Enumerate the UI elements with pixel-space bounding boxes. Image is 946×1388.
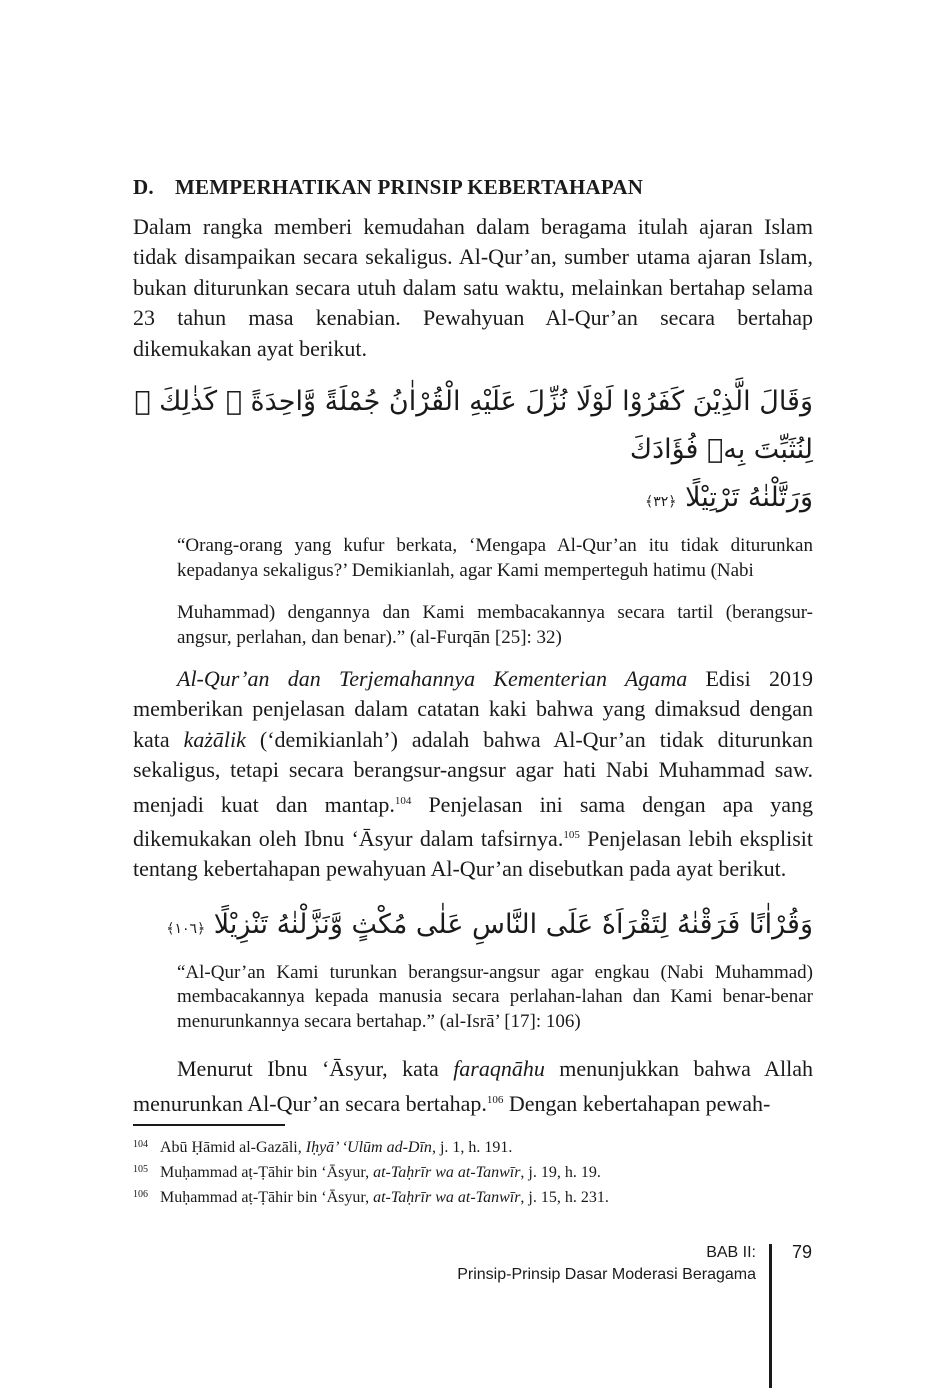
- translation-quote-2-text: “Al-Qur’an Kami turunkan berangsur-angsur agar engkau (Nabi Muhammad) membacakannya kepada manusia secara perlahan-lahan dan Kami benar-benar menurunkannya secara bertahap.” (al-Isrā’ [17]: 106): [177, 961, 813, 1032]
- footnote-number: 104: [133, 1139, 148, 1150]
- paragraph-text: Penjelasan ini sama dengan apa yang dikemukakan oleh Ibnu ‘Āsyur dalam tafsirnya.: [133, 791, 813, 852]
- book-title: Al-Qur’an dan Terjemahannya Kementerian Agama: [177, 666, 688, 692]
- paragraph-text: menunjukkan bahwa Allah menurunkan Al-Qur’an secara bertahap.: [133, 1056, 814, 1116]
- running-footer: [457, 1242, 756, 1286]
- footnote-number: 105: [133, 1164, 148, 1175]
- footnote-title: at-Taḥrīr wa at-Tanwīr: [373, 1189, 521, 1206]
- paragraph-text: Menurut Ibnu ‘Āsyur, kata: [177, 1056, 454, 1082]
- chapter-title: Prinsip-Prinsip Dasar Moderasi Beragama: [457, 1266, 756, 1283]
- arabic-verse-isra: [133, 901, 813, 953]
- translation-quote-1-part-a: “Orang-orang yang kufur berkata, ‘Mengapa Al-Qur’an itu tidak diturunkan kepadanya sekaligus?’ Demikianlah, agar Kami memperteguh hatimu (Nabi: [177, 535, 813, 581]
- translation-quote-1-part-b: Muhammad) dengannya dan Kami membacakannya secara tartil (berangsur-angsur, perlahan, dan benar).” (al-Furqān [25]: 32): [177, 602, 813, 648]
- arabic-verse-line-2-text: وَرَتَّلْنٰهُ تَرْتِيْلًا: [685, 482, 813, 514]
- paragraph-ibnu-asyur: [133, 1054, 813, 1119]
- page-number: 79: [792, 1242, 813, 1262]
- arabic-verse-line-2: [133, 474, 813, 526]
- footnote-text: Muḥammad aṭ-Ṭāhir bin ‘Āsyur,: [160, 1189, 374, 1206]
- footnotes: [133, 1134, 813, 1209]
- footnote-title: Iḥyā’ ‘Ulūm ad-Dīn: [305, 1139, 432, 1156]
- footnote-106: [133, 1184, 813, 1209]
- footnote-text: Abū Ḥāmid al-Gazāli,: [160, 1139, 306, 1156]
- paragraph-text: Edisi 2019 memberikan penjelasan dalam catatan kaki bahwa yang dimaksud dengan kata: [133, 666, 813, 752]
- footnote-ref-104[interactable]: 104: [394, 794, 412, 807]
- arabic-verse-line-1: وَقَالَ الَّذِيْنَ كَفَرُوْا لَوْلَا نُزِّلَ عَلَيْهِ الْقُرْاٰنُ جُمْلَةً وَّاحِدَةً ۛ كَذٰلِكَ ۛ لِنُثَبِّتَ بِهٖ فُؤَادَكَ: [134, 386, 813, 466]
- footnote-104: [133, 1134, 813, 1159]
- arabic-verse-furqan: [133, 378, 813, 526]
- arabic-verse-text: وَقُرْاٰنًا فَرَقْنٰهُ لِتَقْرَاَهٗ عَلَى النَّاسِ عَلٰى مُكْثٍ وَّنَزَّلْنٰهُ تَنْزِيْلًا: [213, 908, 813, 940]
- chapter-label: BAB II:: [706, 1244, 756, 1261]
- footer-vertical-rule: [769, 1244, 772, 1388]
- arabic-term: faraqnāhu: [453, 1056, 545, 1082]
- translation-quote-2: [177, 961, 813, 1035]
- footnote-105: [133, 1159, 813, 1184]
- footnote-ref-106[interactable]: 106: [486, 1093, 504, 1106]
- paragraph-intro: Dalam rangka memberi kemudahan dalam beragama itulah ajaran Islam tidak disampaikan secara sekaligus. Al-Qur’an, sumber utama ajaran Islam, bukan diturunkan secara utuh dalam satu waktu, melainkan bertahap selama 23 tahun masa kenabian. Pewahyuan Al-Qur’an secara bertahap dikemukakan ayat berikut.: [133, 214, 813, 361]
- footnote-text: Muḥammad aṭ-Ṭāhir bin ‘Āsyur,: [160, 1164, 374, 1181]
- paragraph-text: Dengan kebertahapan pewah-: [503, 1090, 771, 1116]
- footnote-text: , j. 15, h. 231.: [520, 1189, 609, 1206]
- arabic-term: każālik: [183, 726, 246, 752]
- ayah-number-marker: ﴿٣٢﴾: [645, 494, 677, 511]
- main-content: [133, 172, 813, 1119]
- ayah-number-marker: ﴿١٠٦﴾: [166, 920, 206, 937]
- paragraph-explanation: [133, 664, 813, 885]
- paragraph-text: Penjelasan lebih eksplisit tentang kebertahapan pewahyuan Al-Qur’an disebutkan pada ayat berikut.: [133, 826, 814, 882]
- footnote-number: 106: [133, 1189, 148, 1200]
- footnote-divider: [133, 1124, 285, 1126]
- footnote-ref-105[interactable]: 105: [563, 829, 580, 842]
- paragraph-text: (‘demikianlah’) adalah bahwa Al-Qur’an tidak diturunkan sekaligus, tetapi secara berangsur-angsur agar hati Nabi Muhammad saw. menjadi kuat dan mantap.: [133, 726, 813, 817]
- footnote-text: , j. 1, h. 191.: [431, 1139, 513, 1156]
- footnote-text: , j. 19, h. 19.: [520, 1164, 601, 1181]
- translation-quote-1: [177, 534, 813, 650]
- section-heading: D. MEMPERHATIKAN PRINSIP KEBERTAHAPAN: [133, 175, 644, 199]
- footnote-title: at-Taḥrīr wa at-Tanwīr: [373, 1164, 521, 1181]
